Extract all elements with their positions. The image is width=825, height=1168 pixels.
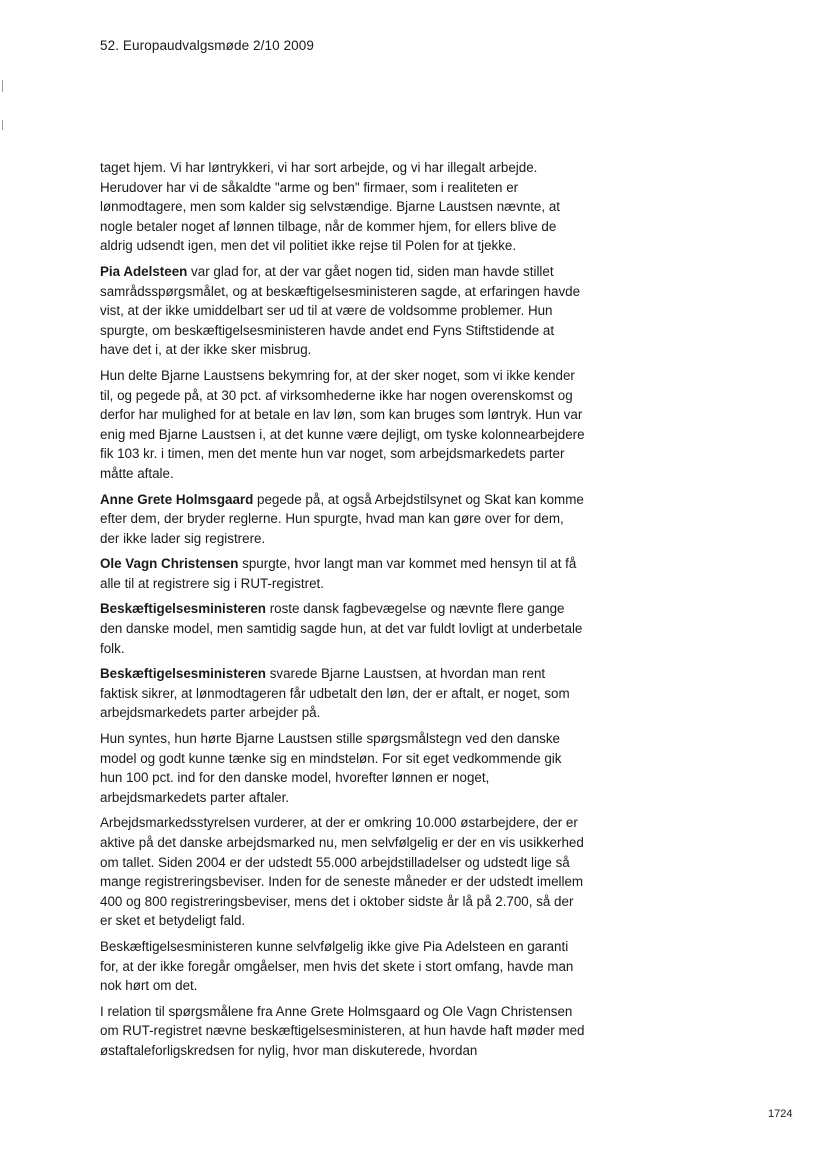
paragraph xyxy=(100,729,585,807)
scan-edge-mark xyxy=(2,80,3,92)
paragraph-text: pegede på, at også Arbejdstilsynet og Skat kan komme efter dem, der bryder reglerne. Hun spurgte, hvad man kan gøre over for dem, der ikke lader sig registrere. xyxy=(100,491,584,546)
paragraph-text: taget hjem. Vi har løntrykkeri, vi har sort arbejde, og vi har illegalt arbejde. Herudover har vi de såkaldte "arme og ben" firmaer, som i realiteten er lønmodtagere, men som kalder sig selvstændige. Bjarne Laustsen nævnte, at nogle betaler noget af lønnen tilbage, når de kommer hjem, for ellers blive de aldrig udsendt igen, men det vil politiet ikke rejse til Polen for at tjekke. xyxy=(100,160,560,254)
paragraph xyxy=(100,554,585,593)
scan-edge-mark xyxy=(2,120,3,130)
paragraph xyxy=(100,937,585,996)
speaker-name: Pia Adelsteen xyxy=(100,263,188,279)
document-body xyxy=(100,158,585,1067)
paragraph-text: I relation til spørgsmålene fra Anne Grete Holmsgaard og Ole Vagn Christensen om RUT-registret nævne beskæftigelsesministeren, at hun havde haft møder med østaftaleforligskredsen for nylig, hvor man diskuterede, hvordan xyxy=(100,1003,585,1058)
paragraph xyxy=(100,490,585,549)
paragraph-text: svarede Bjarne Laustsen, at hvordan man rent faktisk sikrer, at lønmodtageren får udbetalt den løn, der er aftalt, er noget, som arbejdsmarkedets parter arbejder på. xyxy=(100,666,570,721)
speaker-name: Beskæftigelsesministeren xyxy=(100,601,266,617)
page-header xyxy=(100,38,314,53)
paragraph xyxy=(100,1002,585,1061)
paragraph-text: var glad for, at der var gået nogen tid, siden man havde stillet samrådsspørgsmålet, og at beskæftigelsesministeren sagde, at erfaringen havde vist, at der ikke umiddelbart ser ud til at være de voldsomme problemer. Hun spurgte, om beskæftigelsesministeren havde andet end Fyns Stiftstidende at have det i, at der ikke sker misbrug. xyxy=(100,263,581,358)
paragraph xyxy=(100,813,585,931)
paragraph xyxy=(100,664,585,723)
speaker-name: Ole Vagn Christensen xyxy=(100,556,239,572)
paragraph xyxy=(100,158,585,256)
speaker-name: Beskæftigelsesministeren xyxy=(100,666,266,682)
page-number: 1724 xyxy=(768,1108,793,1120)
paragraph xyxy=(100,262,585,360)
paragraph-text: Hun syntes, hun hørte Bjarne Laustsen stille spørgsmålstegn ved den danske model og godt kunne tænke sig en mindsteløn. For sit eget vedkommende gik hun 100 pct. ind for den danske model, hvorefter lønnen er noget, arbejdsmarkedets parter aftaler. xyxy=(100,731,562,805)
paragraph-text: spurgte, hvor langt man var kommet med hensyn til at få alle til at registrere sig i RUT-registret. xyxy=(100,556,577,591)
paragraph xyxy=(100,366,585,484)
header-title: 52. Europaudvalgsmøde 2/10 2009 xyxy=(100,38,314,53)
speaker-name: Anne Grete Holmsgaard xyxy=(100,491,254,507)
paragraph-text: roste dansk fagbevægelse og nævnte flere gange den danske model, men samtidig sagde hun, at det var fuldt lovligt at underbetale folk. xyxy=(100,601,583,656)
paragraph-text: Hun delte Bjarne Laustsens bekymring for, at der sker noget, som vi ikke kender til, og pegede på, at 30 pct. af virksomhederne ikke har nogen overenskomst og derfor har mulighed for at betale en lav løn, som kan bruges som løntryk. Hun var enig med Bjarne Laustsen i, at det kunne være dejligt, om tyske kolonnearbejdere fik 103 kr. i timen, men det mente hun var noget, som arbejdsmarkedets parter måtte aftale. xyxy=(100,367,585,481)
paragraph-text: Beskæftigelsesministeren kunne selvfølgelig ikke give Pia Adelsteen en garanti for, at der ikke foregår omgåelser, men hvis det skete i stort omfang, havde man nok hørt om det. xyxy=(100,938,574,994)
paragraph-text: Arbejdsmarkedsstyrelsen vurderer, at der er omkring 10.000 østarbejdere, der er aktive på det danske arbejdsmarked nu, men selvfølgelig er der en vis usikkerhed om tallet. Siden 2004 er der udstedt 55.000 arbejdstilladelser og udstedt lige så mange registreringsbeviser. Inden for de seneste måneder er der udstedt imellem 400 og 800 registreringsbeviser, mens det i oktober sidste år lå på 2.700, så der er sket et betydeligt fald. xyxy=(100,815,584,929)
paragraph xyxy=(100,599,585,658)
